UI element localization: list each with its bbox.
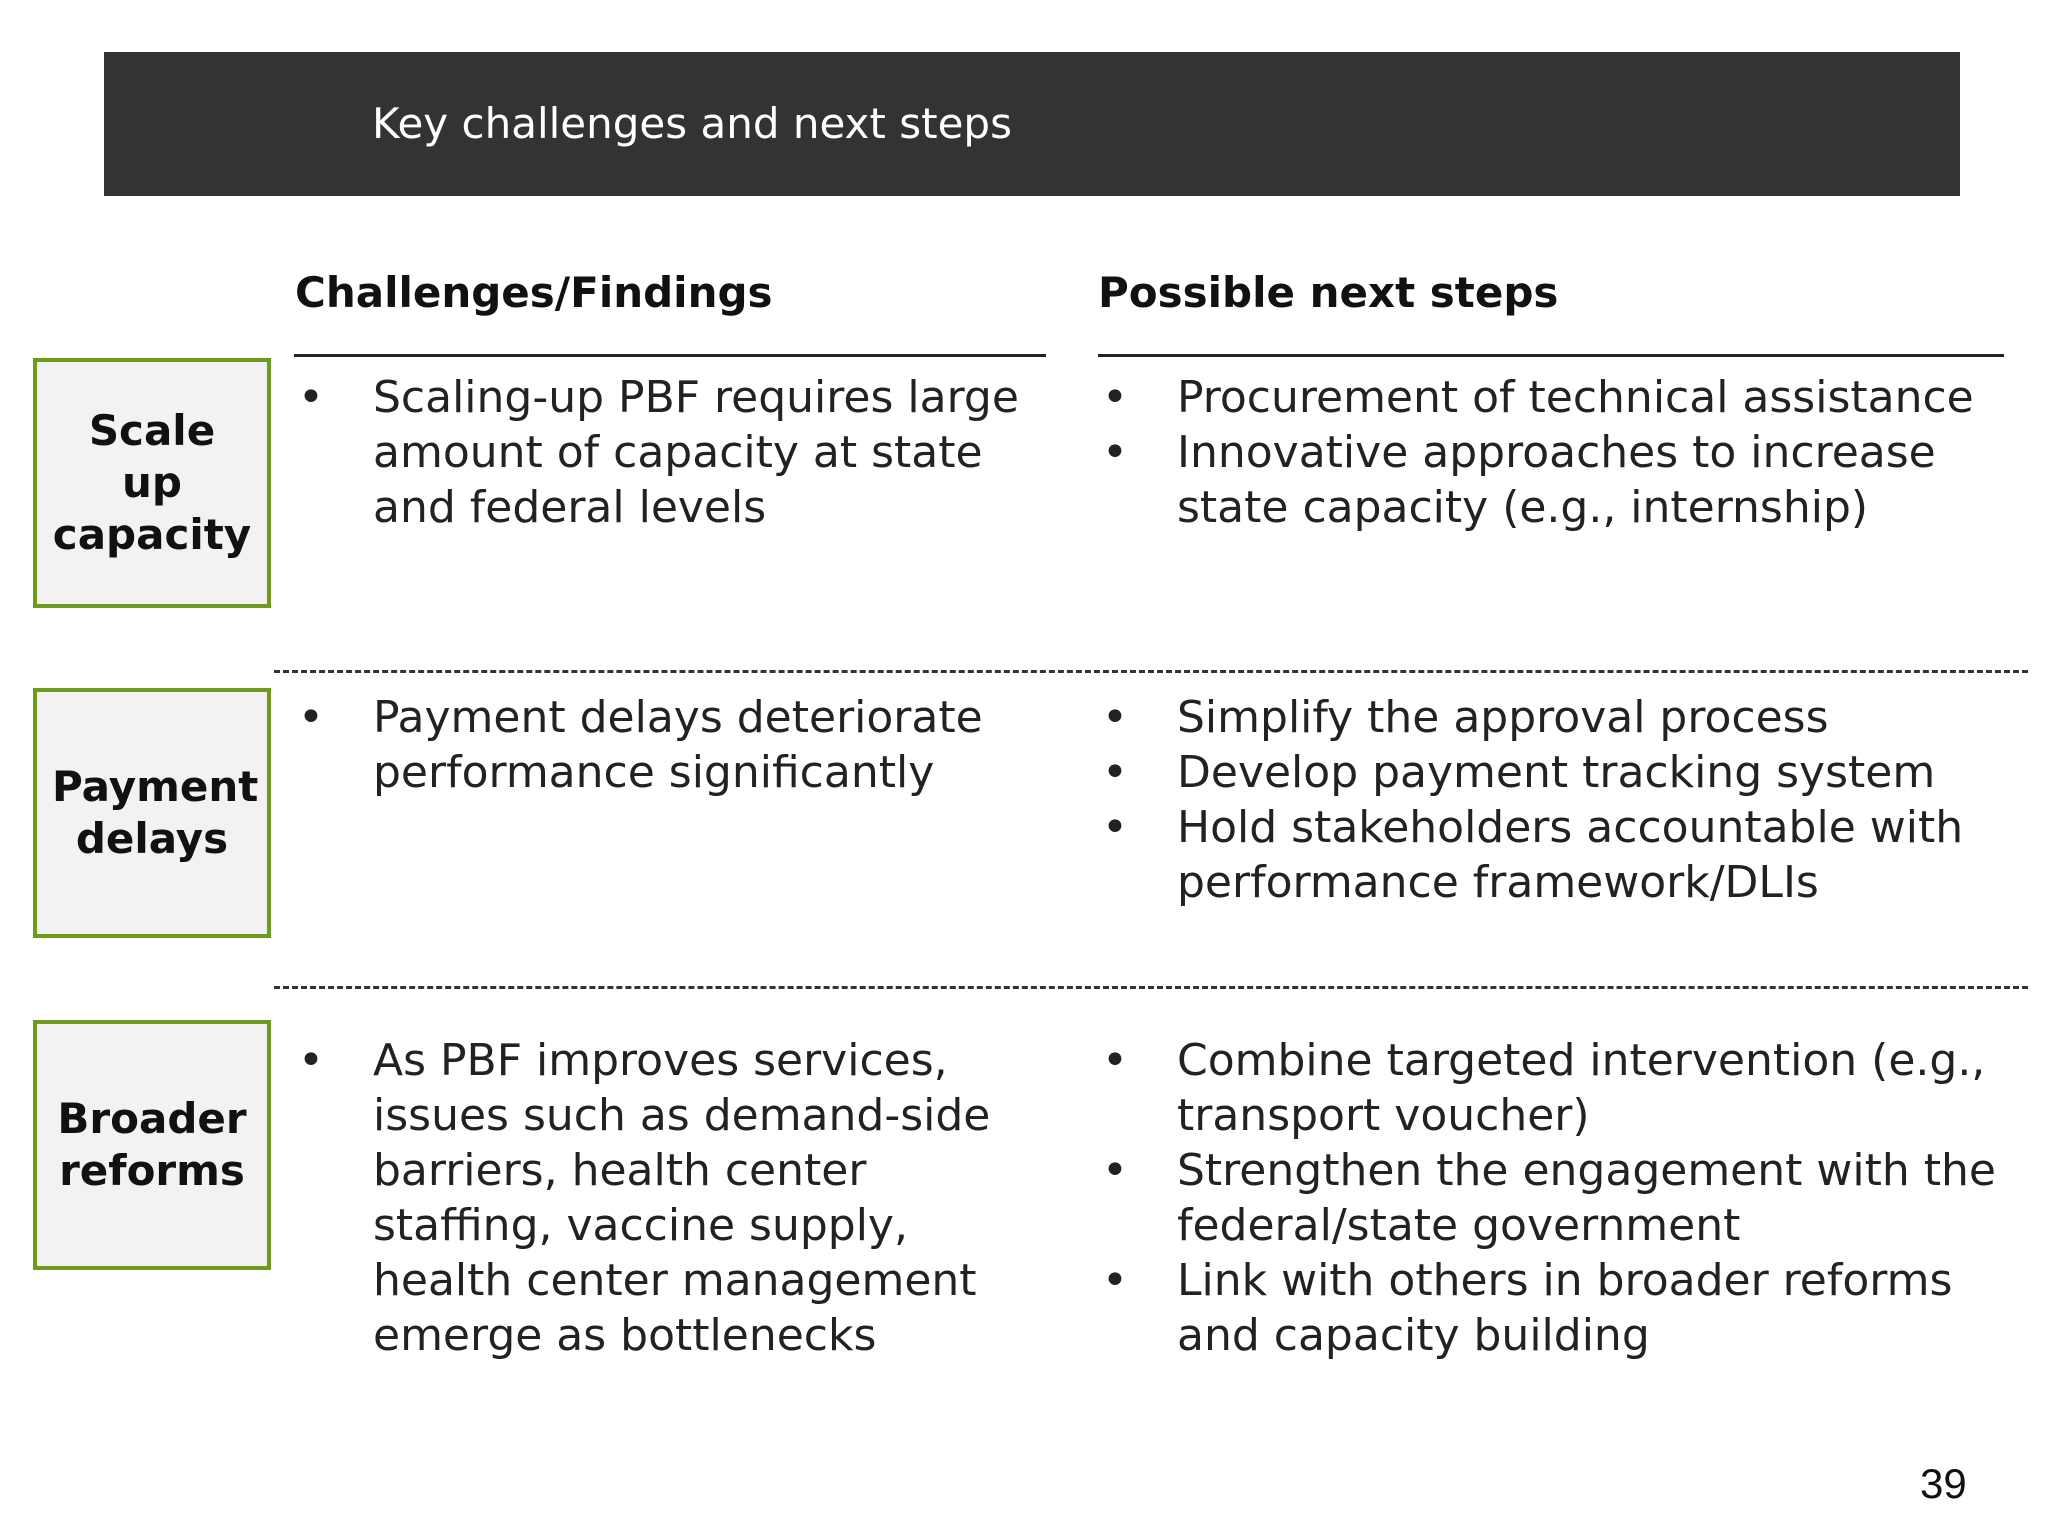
slide-title: Key challenges and next steps xyxy=(372,99,1012,148)
next-step-item xyxy=(1100,800,2004,910)
bullet-icon: • xyxy=(1102,1035,1128,1086)
challenge-item xyxy=(296,370,1046,535)
bullet-icon: • xyxy=(298,1035,324,1086)
title-bar xyxy=(104,52,1960,196)
next-steps-header-rule xyxy=(1098,354,2004,357)
challenges-list xyxy=(296,370,1046,535)
next-step-item xyxy=(1100,370,2004,425)
challenge-item xyxy=(296,1033,1046,1363)
bullet-icon: • xyxy=(1102,1255,1128,1306)
challenges-list xyxy=(296,1033,1046,1363)
next-steps-cell xyxy=(1100,1033,2004,1363)
row-label: Broader reforms xyxy=(57,1094,247,1195)
bullet-icon: • xyxy=(1102,802,1128,853)
challenges-list xyxy=(296,690,1046,800)
challenge-item xyxy=(296,690,1046,800)
row-label-box-payment-delays xyxy=(33,688,271,938)
next-step-text: Strengthen the engagement with the federal/state government xyxy=(1177,1145,1996,1251)
challenge-text: Payment delays deteriorate performance significantly xyxy=(373,692,983,798)
next-step-item xyxy=(1100,690,2004,745)
next-step-text: Combine targeted intervention (e.g., transport voucher) xyxy=(1177,1035,1986,1141)
challenge-text: Scaling-up PBF requires large amount of capacity at state and federal levels xyxy=(373,372,1019,533)
row-label-box-scale-up-capacity xyxy=(33,358,271,608)
row-divider xyxy=(274,670,2028,673)
bullet-icon: • xyxy=(1102,692,1128,743)
bullet-icon: • xyxy=(1102,427,1128,478)
challenges-cell xyxy=(296,370,1046,535)
next-steps-cell xyxy=(1100,690,2004,910)
challenges-cell xyxy=(296,690,1046,800)
page-number: 39 xyxy=(1920,1460,1967,1507)
bullet-icon: • xyxy=(1102,372,1128,423)
next-steps-cell xyxy=(1100,370,2004,535)
next-step-item xyxy=(1100,745,2004,800)
challenges-column-header: Challenges/Findings xyxy=(295,268,773,317)
next-step-text: Develop payment tracking system xyxy=(1177,747,1936,798)
row-label: Scale up capacity xyxy=(52,406,252,559)
challenges-cell xyxy=(296,1033,1046,1363)
next-step-text: Simplify the approval process xyxy=(1177,692,1829,743)
challenges-header-rule xyxy=(294,354,1046,357)
next-steps-list xyxy=(1100,1033,2004,1363)
bullet-icon: • xyxy=(1102,747,1128,798)
next-step-text: Link with others in broader reforms and capacity building xyxy=(1177,1255,1953,1361)
bullet-icon: • xyxy=(1102,1145,1128,1196)
next-step-text: Innovative approaches to increase state capacity (e.g., internship) xyxy=(1177,427,1936,533)
row-divider xyxy=(274,986,2028,989)
next-steps-list xyxy=(1100,690,2004,910)
challenge-text: As PBF improves services, issues such as demand-side barriers, health center staffing, vaccine supply, health center management emerge as bottlenecks xyxy=(373,1035,991,1361)
next-steps-column-header: Possible next steps xyxy=(1098,268,1559,317)
next-step-text: Procurement of technical assistance xyxy=(1177,372,1974,423)
next-steps-list xyxy=(1100,370,2004,535)
bullet-icon: • xyxy=(298,692,324,743)
next-step-text: Hold stakeholders accountable with performance framework/DLIs xyxy=(1177,802,1964,908)
row-label-box-broader-reforms xyxy=(33,1020,271,1270)
next-step-item xyxy=(1100,425,2004,535)
next-step-item xyxy=(1100,1143,2004,1253)
bullet-icon: • xyxy=(298,372,324,423)
next-step-item xyxy=(1100,1253,2004,1363)
row-label: Payment delays xyxy=(52,762,259,863)
next-step-item xyxy=(1100,1033,2004,1143)
